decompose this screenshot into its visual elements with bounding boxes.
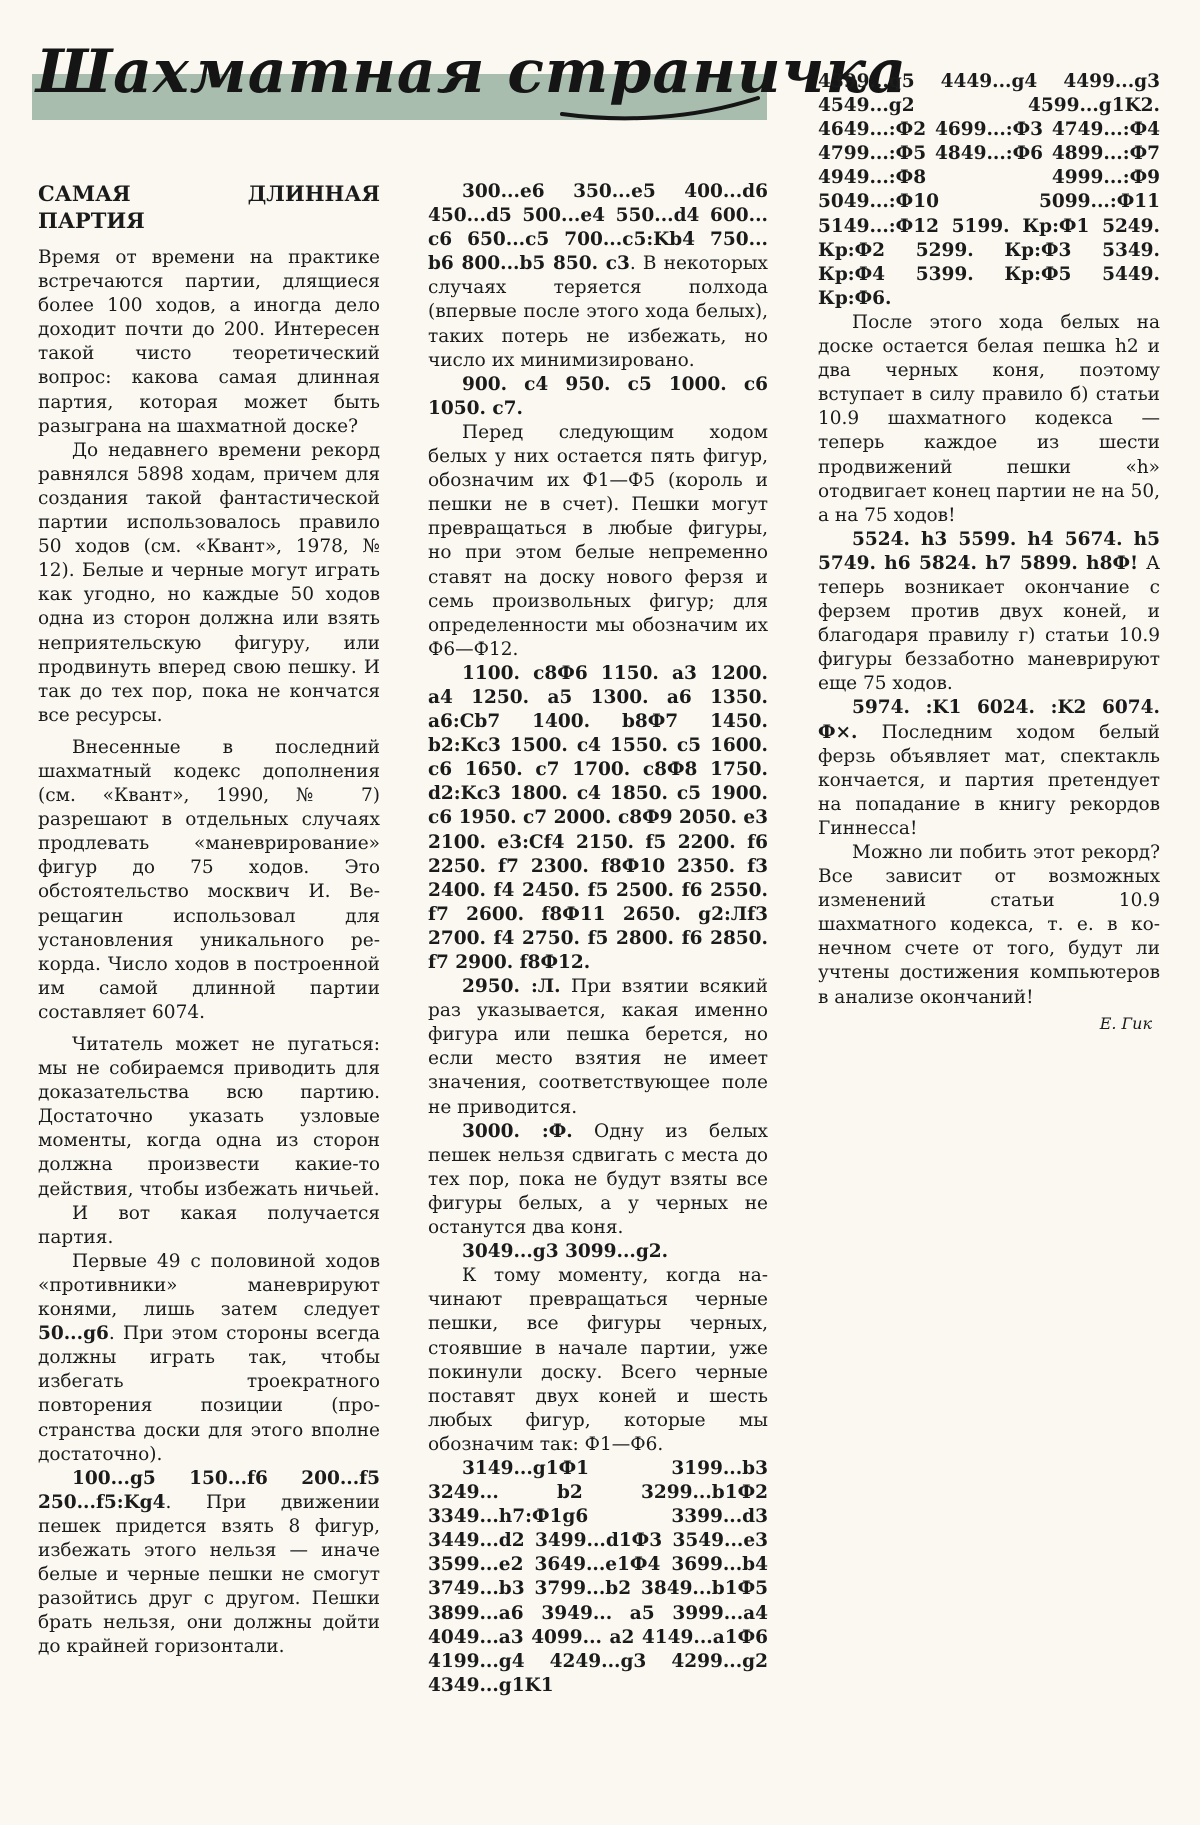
paragraph-text: При взятии всякий раз указывается, какая именно фигура или пешка берется, но если место взятия не имеет значения, соответствующее поле не приводится. bbox=[428, 976, 768, 1118]
move-notation: 2950. :Л. bbox=[462, 976, 561, 998]
move-notation: 100...g5 150...f6 200...f5 250...f5:Kg4 bbox=[38, 1467, 380, 1513]
article-title: САМАЯ ДЛИННАЯ ПАРТИЯ bbox=[38, 181, 380, 233]
author-signature: Е. Гик bbox=[1099, 1013, 1152, 1033]
paragraph: Читатель может не пугаться: мы не собираемся приводить для доказательства всю партию. Достаточно указать узловые моменты, когда одна из сторон должна произвести какие-то действия, чтобы избежать ничьей. bbox=[38, 1034, 380, 1200]
paragraph bbox=[428, 1240, 768, 1264]
article-column-2 bbox=[428, 180, 768, 1698]
paragraph bbox=[818, 70, 1160, 311]
paragraph-text: Последним ходом белый ферзь объявляет мат, спектакль кончается, и партия претендует на попадание в книгу рекордов Гиннесса! bbox=[818, 721, 1160, 839]
paragraph bbox=[818, 528, 1160, 697]
move-notation: 900. c4 950. c5 1000. c6 1050. c7. bbox=[428, 373, 768, 419]
paragraph-text: Одну из белых пешек нельзя сдвигать с места до тех пор, пока не будут взяты все фигуры белых, а у черных не останутся два коня. bbox=[428, 1120, 768, 1239]
paragraph: К тому моменту, когда начинают превращаться черные пешки, все фигуры черных, стоявшие в начале партии, уже покинули доску. Всего черные поставят двух коней и шесть любых фигур, которые мы обозначим так: Ф1—Ф6. bbox=[428, 1265, 768, 1455]
move-notation: 3049...g3 3099...g2. bbox=[462, 1241, 669, 1263]
section-title: Шахматная страничка bbox=[36, 37, 907, 107]
paragraph bbox=[428, 180, 768, 373]
paragraph: Перед следующим ходом белых у них остается пять фигур, обозначим их Ф1—Ф5 (король и пешки не в счет). Пешки могут превращаться в любые фигуры, но при этом белые непременно ставят на доску нового ферзя и семь произвольных фигур; для определенности мы обозначим их Ф6—Ф12. bbox=[428, 421, 768, 660]
move-notation: 5524. h3 5599. h4 5674. h5 5749. h6 5824. h7 5899. h8Ф! bbox=[818, 528, 1160, 574]
title-flourish bbox=[560, 92, 760, 122]
move-notation: 300...e6 350...e5 400...d6 450...d5 500...e4 550...d4 600... c6 650...c5 700...c5:Kb4 750... b6 800...b5 850. c3 bbox=[428, 181, 768, 275]
paragraph: Внесенные в последний шахматный кодекс дополнения (см. «Квант», 1990, № 7) разрешают в отдельных случаях продлевать «маневрирование» фигур до 75 ходов. Это обстоятельство москвич И. Верещагин использовал для установления уникального рекорда. Число ходов в построенной им самой длинной партии составляет 6074. bbox=[38, 736, 380, 1023]
paragraph: Можно ли побить этот рекорд? Все зависит от возможных изменений статьи 10.9 шахматного кодекса, т. е. в конечном счете от того, будут ли учтены достижения компьютеров в анализе окончаний! bbox=[818, 842, 1160, 1008]
paragraph bbox=[428, 1120, 768, 1240]
move-notation: 3149...g1Ф1 3199...b3 3249... b2 3299...b1Ф2 3349...h7:Ф1g6 3399...d3 3449...d2 3499...d1Ф3 3549...e3 3599...e2 3649...e1Ф4 3699...b4 3749...b3 3799...b2 3849...b1Ф5 3899...a6 3949... a5 3999...a4 4049...a3 4099... a2 4149...a1Ф6 4199...g4 4249...g3 4299...g2 4349...g1K1 bbox=[428, 1457, 768, 1696]
paragraph bbox=[428, 1457, 768, 1698]
paragraph bbox=[428, 373, 768, 421]
paragraph: Время от времени на практике встречаются партии, длящиеся более 100 ходов, а иногда дело доходит почти до 200. Интересен такой чисто теоретический вопрос: какова самая длинная партия, которая может быть разыграна на шахматной доске? bbox=[38, 247, 380, 437]
paragraph bbox=[428, 975, 768, 1120]
move-notation: 1100. c8Ф6 1150. a3 1200. a4 1250. a5 1300. a6 1350. a6:Cb7 1400. b8Ф7 1450. b2:Kc3 1500. c4 1550. c5 1600. c6 1650. c7 1700. c8Ф8 1750. d2:Kc3 1800. c4 1850. c5 1900. c6 1950. c7 2000. c8Ф9 2050. e3 2100. e3:Cf4 2150. f5 2200. f6 2250. f7 2300. f8Ф10 2350. f3 2400. f4 2450. f5 2500. f6 2550. f7 2600. f8Ф11 2650. g2:Лf3 2700. f4 2750. f5 2800. f6 2850. f7 2900. f8Ф12. bbox=[428, 662, 768, 973]
paragraph-text: А теперь возникает окончание с ферзем против двух коней, и благодаря правилу г) статьи 10.9 фигуры беззаботно маневрируют еще 75 ходов. bbox=[818, 552, 1160, 695]
paragraph: До недавнего времени рекорд равнялся 5898 ходам, причем для создания такой фантастической партии использовалось правило 50 ходов (см. «Квант», 1978, № 12). Белые и черные могут играть как угодно, но каждые 50 ходов одна из сторон должна или взять неприятельскую фигуру, или продвинуть вперед свою пешку. И так до тех пор, пока не кончатся все ресурсы. bbox=[38, 439, 380, 726]
paragraph bbox=[38, 1250, 380, 1467]
paragraph bbox=[428, 662, 768, 975]
article-column-3 bbox=[818, 70, 1160, 1036]
paragraph bbox=[38, 1467, 380, 1660]
paragraph: После этого хода белых на доске остается белая пешка h2 и два черных коня, поэтому вступает в силу правило б) статьи 10.9 шахматного кодекса — теперь каждое из шести продвижений пешки «h» отодвигает конец партии не на 50, а на 75 ходов! bbox=[818, 311, 1160, 526]
move-notation: 3000. :Ф. bbox=[462, 1120, 573, 1142]
paragraph bbox=[818, 696, 1160, 841]
paragraph-text: Первые 49 с половиной ходов «противники» маневрируют конями, лишь затем следует bbox=[38, 1250, 380, 1321]
move-notation: 50...g6 bbox=[38, 1323, 109, 1345]
paragraph-text: . В некоторых случаях теряется полхода (впервые после этого хода белых), таких потерь не избежать, но число их минимизировано. bbox=[428, 253, 768, 371]
paragraph-text: . При движении пешек придется взять 8 фигур, избежать этого нельзя — иначе белые и черные пешки не смогут разойтись друг с другом. Пешки брать нельзя, они должны дойти до крайней горизонтали. bbox=[38, 1491, 380, 1658]
paragraph: И вот какая получается партия. bbox=[38, 1202, 380, 1248]
move-notation: 4399...g5 4449...g4 4499...g3 4549...g2 4599...g1K2. 4649...:Ф2 4699...:Ф3 4749...:Ф4 4799...:Ф5 4849...:Ф6 4899...:Ф7 4949...:Ф8 4999...:Ф9 5049...:Ф10 5099...:Ф11 5149...:Ф12 5199. Кр:Ф1 5249. Кр:Ф2 5299. Кр:Ф3 5349. Кр:Ф4 5399. Кр:Ф5 5449. Кр:Ф6. bbox=[818, 71, 1160, 309]
article-column-1 bbox=[38, 180, 380, 1659]
move-notation: 5974. :K1 6024. :K2 6074. Ф×. bbox=[818, 697, 1160, 743]
paragraph-text: . При этом стороны всегда должны играть так, чтобы избегать троекратного повторения позиции (пространства доски для этого вполне достаточно). bbox=[38, 1323, 380, 1465]
